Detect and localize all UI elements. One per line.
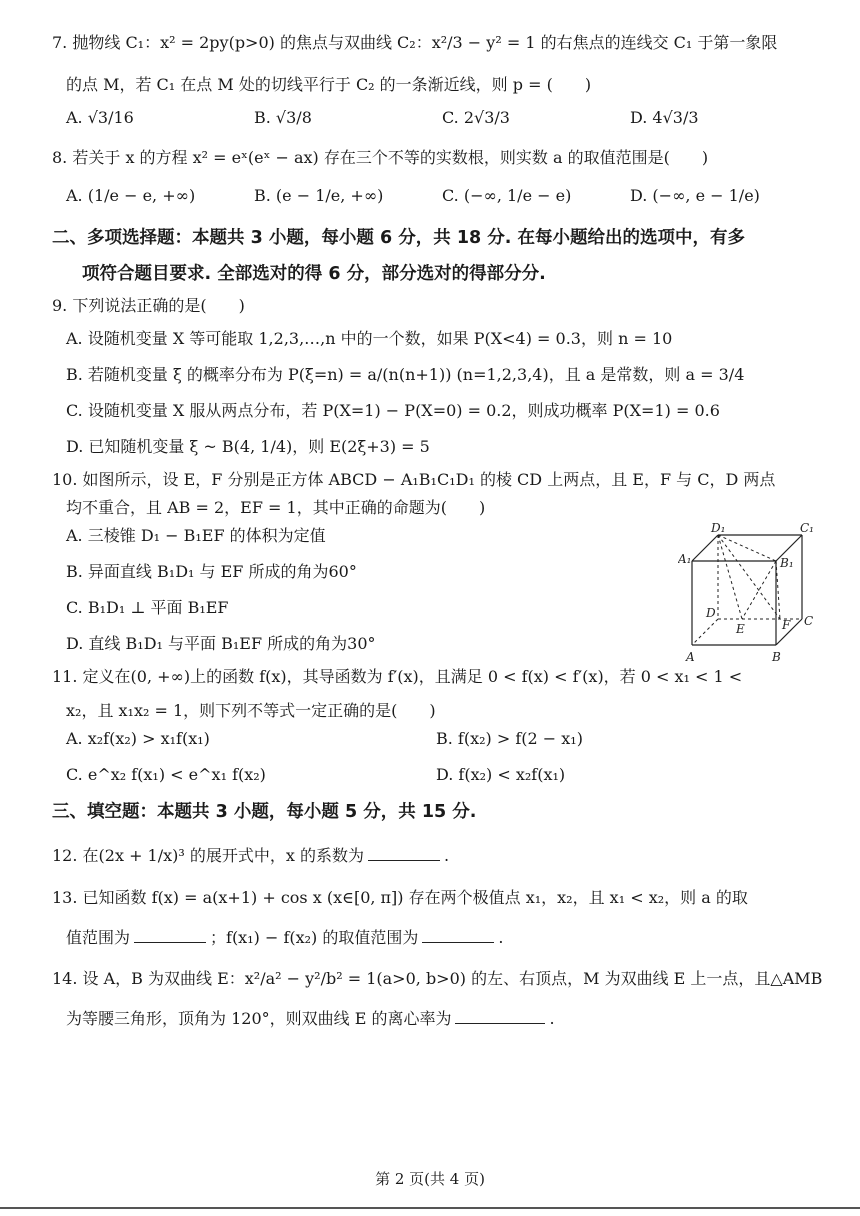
option-d: D. f(x₂) < x₂f(x₁) <box>436 765 566 784</box>
option-b: B. 异面直线 B₁D₁ 与 EF 所成的角为60° <box>66 562 357 581</box>
question-8-stem: 8. 若关于 x 的方程 x² = eˣ(eˣ − ax) 存在三个不等的实数根，则实数 a 的取值范围是( ) <box>52 148 709 167</box>
question-7-line1: 7. 抛物线 C₁：x² = 2py(p>0) 的焦点与双曲线 C₂：x²/3 − y² = 1 的右焦点的连线交 C₁ 于第一象限 <box>52 33 778 52</box>
answer-blank-13b[interactable] <box>422 925 494 943</box>
option-a: A. x₂f(x₂) > x₁f(x₁) <box>66 729 210 748</box>
section-2-line2: 项符合题目要求. 全部选对的得 6 分，部分选对的得部分分. <box>82 264 546 284</box>
question-12-text: 12. 在(2x + 1/x)³ 的展开式中，x 的系数为 <box>52 846 365 865</box>
option-c: C. 设随机变量 X 服从两点分布，若 P(X=1) − P(X=0) = 0.2，则成功概率 P(X=1) = 0.6 <box>66 401 720 420</box>
question-11 <box>52 662 818 793</box>
question-10-line2: 均不重合，且 AB = 2，EF = 1，其中正确的命题为( ) <box>66 498 486 517</box>
option-c: C. 2√3/3 <box>442 108 510 127</box>
label-c1: C₁ <box>800 523 814 535</box>
answer-blank-12[interactable] <box>368 843 440 861</box>
question-14-text: 为等腰三角形，顶角为 120°，则双曲线 E 的离心率为 <box>66 1009 452 1028</box>
question-14-end: . <box>549 1009 555 1028</box>
question-13 <box>52 883 818 948</box>
bottom-divider <box>0 1207 860 1209</box>
option-a: A. √3/16 <box>66 108 134 127</box>
question-9-stem: 9. 下列说法正确的是( ) <box>52 296 245 315</box>
question-7 <box>52 28 818 135</box>
question-11-options-row1 <box>52 721 818 757</box>
page-footer: 第 2 页(共 4 页) <box>375 1170 485 1188</box>
label-f: F <box>782 618 791 632</box>
answer-blank-14[interactable] <box>455 1006 545 1024</box>
question-12-end: . <box>444 846 450 865</box>
section-3-header: 三、填空题：本题共 3 小题，每小题 5 分，共 15 分. <box>52 802 477 822</box>
label-e: E <box>736 622 745 636</box>
question-8-options <box>52 179 818 213</box>
option-b: B. √3/8 <box>254 108 312 127</box>
option-a: A. (1/e − e, +∞) <box>66 186 196 205</box>
label-c: C <box>804 614 814 628</box>
option-b: B. f(x₂) > f(2 − x₁) <box>436 729 583 748</box>
option-a: A. 设随机变量 X 等可能取 1,2,3,…,n 中的一个数，如果 P(X<4) = 0.3，则 n = 10 <box>66 329 673 348</box>
label-a: A <box>686 650 695 664</box>
section-2-line1: 二、多项选择题：本题共 3 小题，每小题 6 分，共 18 分. 在每小题给出的选项中，有多 <box>52 228 745 248</box>
question-13-line2 <box>52 925 818 948</box>
option-a: A. 三棱锥 D₁ − B₁EF 的体积为定值 <box>66 526 326 545</box>
question-14-line2 <box>52 1006 818 1029</box>
question-7-options <box>52 101 818 135</box>
question-7-line2: 的点 M，若 C₁ 在点 M 处的切线平行于 C₂ 的一条渐近线，则 p = ( ) <box>66 75 592 94</box>
option-b: B. (e − 1/e, +∞) <box>254 186 384 205</box>
question-12 <box>52 841 818 871</box>
option-c: C. (−∞, 1/e − e) <box>442 186 572 205</box>
label-a1: A₁ <box>678 552 692 566</box>
option-b: B. 若随机变量 ξ 的概率分布为 P(ξ=n) = a/(n(n+1)) (n=1,2,3,4)，且 a 是常数，则 a = 3/4 <box>66 365 745 384</box>
question-9 <box>52 291 818 465</box>
option-d: D. 已知随机变量 ξ ~ B(4, 1/4)，则 E(2ξ+3) = 5 <box>66 437 430 456</box>
option-d: D. (−∞, e − 1/e) <box>630 186 760 205</box>
label-b: B <box>772 650 781 664</box>
question-14 <box>52 964 823 1029</box>
option-d: D. 4√3/3 <box>630 108 699 127</box>
question-8 <box>52 143 818 213</box>
option-c: C. B₁D₁ ⊥ 平面 B₁EF <box>66 598 229 617</box>
label-b1: B₁ <box>780 556 794 570</box>
answer-blank-13a[interactable] <box>134 925 206 943</box>
option-c: C. e^x₂ f(x₁) < e^x₁ f(x₂) <box>66 765 266 784</box>
question-13-text-b: ；f(x₁) − f(x₂) 的取值范围为 <box>210 928 419 947</box>
question-10 <box>52 465 818 662</box>
cube-figure <box>678 523 818 668</box>
label-d: D <box>706 606 716 620</box>
question-11-line2: x₂，且 x₁x₂ = 1，则下列不等式一定正确的是( ) <box>66 701 436 720</box>
question-13-end: . <box>498 928 504 947</box>
question-11-line1: 11. 定义在(0, +∞)上的函数 f(x)，其导函数为 f′(x)，且满足 0 < f(x) < f′(x)，若 0 < x₁ < 1 < <box>52 667 743 686</box>
question-14-line1: 14. 设 A，B 为双曲线 E：x²/a² − y²/b² = 1(a>0, b>0) 的左、右顶点，M 为双曲线 E 上一点，且△AMB <box>52 969 823 988</box>
option-d: D. 直线 B₁D₁ 与平面 B₁EF 所成的角为30° <box>66 634 376 653</box>
question-13-text-a: 值范围为 <box>66 928 131 947</box>
section-2-header <box>52 221 818 291</box>
question-11-options-row2 <box>52 757 818 793</box>
question-10-line1: 10. 如图所示，设 E，F 分别是正方体 ABCD − A₁B₁C₁D₁ 的棱 CD 上两点，且 E，F 与 C，D 两点 <box>52 470 776 489</box>
label-d1: D₁ <box>711 523 726 535</box>
question-13-line1: 13. 已知函数 f(x) = a(x+1) + cos x (x∈[0, π]) 存在两个极值点 x₁，x₂，且 x₁ < x₂，则 a 的取 <box>52 888 748 907</box>
